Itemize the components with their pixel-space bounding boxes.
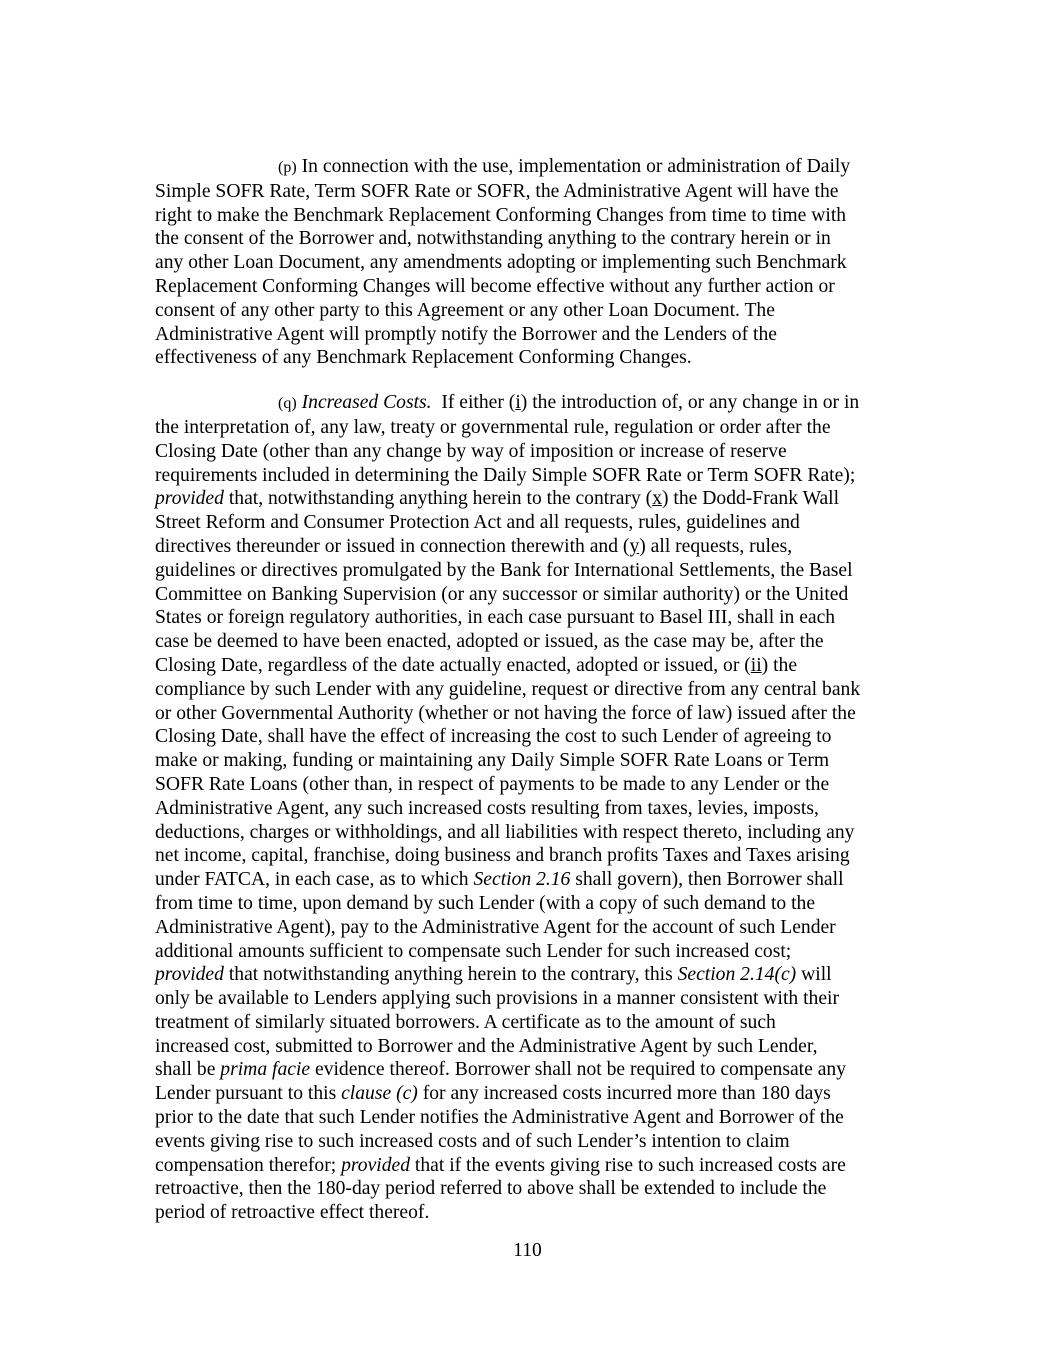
paragraph-q-line: treatment of similarly situated borrowers. A certificate as to the amount of such (155, 1011, 776, 1033)
clause-reference: clause (c) (341, 1083, 418, 1105)
paragraph-q-line: Committee on Banking Supervision (or any successor or similar authority) or the United (155, 583, 849, 605)
paragraph-q-line: make or making, funding or maintaining any Daily Simple SOFR Rate Loans or Term (155, 750, 830, 772)
paragraph-q-label: (q) (278, 395, 297, 413)
paragraph-p (155, 155, 901, 370)
paragraph-q-line: shall be prima facie evidence thereof. Borrower shall not be required to compensate any (155, 1059, 846, 1081)
paragraph-p-line: effectiveness of any Benchmark Replacement Conforming Changes. (155, 347, 692, 369)
paragraph-p-line: Administrative Agent will promptly notify the Borrower and the Lenders of the (155, 323, 777, 345)
paragraph-q-line: provided that, notwithstanding anything herein to the contrary (x) the Dodd-Frank Wall (155, 488, 840, 510)
paragraph-q-line: Closing Date, regardless of the date actually enacted, adopted or issued, or (ii) the (155, 654, 798, 676)
paragraph-q-line: the interpretation of, any law, treaty or governmental rule, regulation or order after the (155, 416, 831, 438)
paragraph-q-line: directives thereunder or issued in connection therewith and (y) all requests, rules, (155, 535, 793, 557)
clause-y-marker: y (629, 535, 640, 557)
paragraph-q-line: provided that notwithstanding anything herein to the contrary, this Section 2.14(c) will (155, 964, 832, 986)
paragraph-q-line: Closing Date, shall have the effect of increasing the cost to such Lender of agreeing to (155, 726, 832, 748)
paragraph-q-line: period of retroactive effect thereof. (155, 1202, 430, 1224)
page-number: 110 (513, 1240, 542, 1261)
paragraph-q-line: States or foreign regulatory authorities, in each case pursuant to Basel III, shall in each (155, 607, 836, 629)
paragraph-p-line: Replacement Conforming Changes will become effective without any further action or (155, 275, 835, 297)
paragraph-p-line-1: (p) In connection with the use, implementation or administration of Daily (278, 156, 851, 177)
paragraph-q-line: Street Reform and Consumer Protection Act and all requests, rules, guidelines and (155, 512, 800, 534)
paragraph-q-line: guidelines or directives promulgated by the Bank for International Settlements, the Basel (155, 559, 853, 581)
paragraph-q-line: Lender pursuant to this clause (c) for any increased costs incurred more than 180 days (155, 1083, 831, 1105)
paragraph-q-line: prior to the date that such Lender notifies the Administrative Agent and Borrower of the (155, 1107, 844, 1129)
paragraph-p-line: Simple SOFR Rate, Term SOFR Rate or SOFR, the Administrative Agent will have the (155, 180, 839, 202)
document-page (155, 155, 901, 1246)
paragraph-q-line: Administrative Agent, any such increased costs resulting from taxes, levies, imposts, (155, 797, 819, 819)
paragraph-q-line: SOFR Rate Loans (other than, in respect of payments to be made to any Lender or the (155, 773, 830, 795)
paragraph-p-line: the consent of the Borrower and, notwithstanding anything to the contrary herein or in (155, 228, 831, 250)
paragraph-q-line: or other Governmental Authority (whether or not having the force of law) issued after the (155, 702, 856, 724)
clause-i-marker: i (515, 392, 521, 414)
section-reference: Section 2.14(c) (677, 964, 797, 986)
paragraph-q-line: Closing Date (other than any change by way of imposition or increase of reserve (155, 440, 787, 462)
paragraph-p-line: right to make the Benchmark Replacement Conforming Changes from time to time with (155, 204, 847, 226)
paragraph-q-line: from time to time, upon demand by such Lender (with a copy of such demand to the (155, 892, 816, 914)
paragraph-q-line: compliance by such Lender with any guideline, request or directive from any central bank (155, 678, 861, 700)
paragraph-q-line-1: (q) Increased Costs. If either (i) the introduction of, or any change in or in (278, 392, 860, 414)
paragraph-q-line: compensation therefor; provided that if the events giving rise to such increased costs are (155, 1154, 846, 1176)
paragraph-q-line: additional amounts sufficient to compensate such Lender for such increased cost; (155, 940, 792, 962)
clause-ii-marker: ii (750, 654, 762, 676)
clause-x-marker: x (652, 488, 662, 510)
paragraph-q-line: case be deemed to have been enacted, adopted or issued, as the case may be, after the (155, 631, 824, 653)
paragraph-q-line: events giving rise to such increased costs and of such Lender’s intention to claim (155, 1130, 790, 1152)
paragraph-p-line: consent of any other party to this Agreement or any other Loan Document. The (155, 299, 775, 321)
paragraph-p-line: any other Loan Document, any amendments adopting or implementing such Benchmark (155, 252, 847, 274)
paragraph-q-line: increased cost, submitted to Borrower and the Administrative Agent by such Lender, (155, 1035, 818, 1057)
paragraph-q-line: requirements included in determining the Daily Simple SOFR Rate or Term SOFR Rate); (155, 464, 856, 486)
paragraph-p-label: (p) (278, 159, 297, 176)
paragraph-q-line: net income, capital, franchise, doing business and branch profits Taxes and Taxes arising (155, 845, 850, 867)
paragraph-q-line: Administrative Agent), pay to the Administrative Agent for the account of such Lender (155, 916, 836, 938)
paragraph-q-line: under FATCA, in each case, as to which Section 2.16 shall govern), then Borrower shall (155, 869, 844, 891)
paragraph-q-line: retroactive, then the 180-day period referred to above shall be extended to include the (155, 1178, 827, 1200)
paragraph-q (155, 391, 901, 1225)
paragraph-q-heading: Increased Costs. (301, 392, 432, 414)
paragraph-q-line: deductions, charges or withholdings, and all liabilities with respect thereto, including any (155, 821, 855, 843)
paragraph-q-line: only be available to Lenders applying such provisions in a manner consistent with their (155, 988, 839, 1010)
section-reference: Section 2.16 (473, 869, 571, 891)
